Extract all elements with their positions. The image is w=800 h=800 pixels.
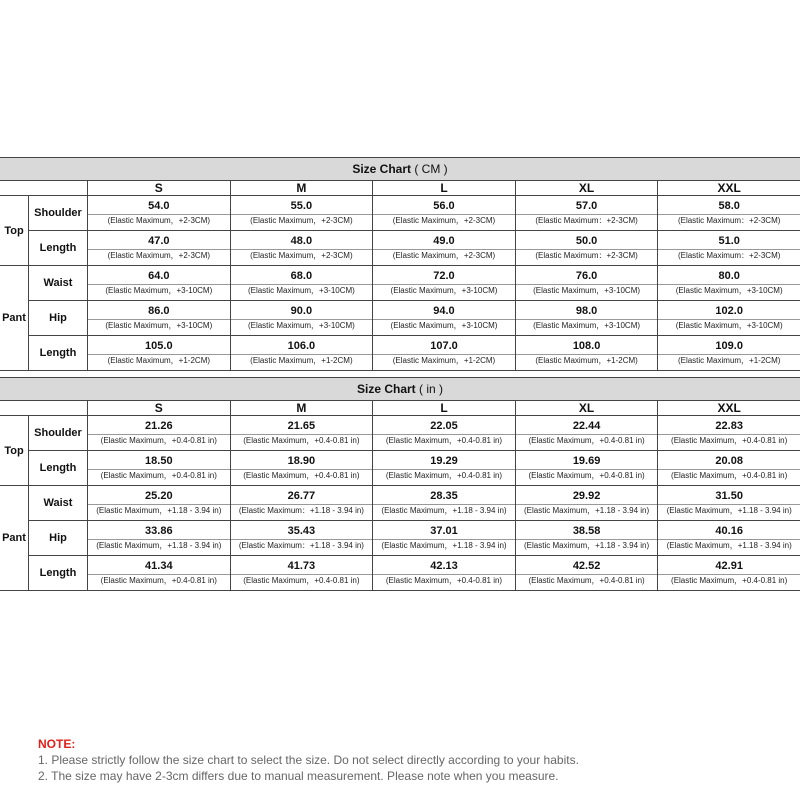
elastic-note: (Elastic Maximum，+1-2CM) [107,356,211,365]
group-label: Top [0,416,29,485]
value-cell [231,521,374,555]
elastic-note: (Elastic Maximum，+1-2CM) [392,356,496,365]
value-cell [88,486,231,520]
value-cell [373,301,516,335]
elastic-note: (Elastic Maximum，+3-10CM) [247,321,355,330]
measurement-label: Length [29,336,88,370]
group-label: Top [0,196,29,265]
elastic-note: (Elastic Maximum，+2-3CM) [250,251,353,260]
elastic-note: (Elastic Maximum，+2-3CM) [107,216,211,225]
elastic-note: (Elastic Maximum，+0.4-0.81 in) [243,436,360,445]
value-cell [231,266,374,300]
value-cell [88,231,231,265]
chart-title-text: Size Chart [352,162,411,176]
value-cell [88,336,231,370]
elastic-note: (Elastic Maximum，+0.4-0.81 in) [385,576,503,585]
elastic-note: (Elastic Maximum，+3-10CM) [533,286,641,295]
group-pant [0,266,800,370]
note-title: NOTE: [38,737,76,751]
value: 106.0 [231,339,373,355]
measurement-row [29,266,800,301]
elastic-note: (Elastic Maximum：+2-3CM) [535,251,638,260]
value: 25.20 [88,489,230,505]
elastic-note: (Elastic Maximum，+1-2CM) [535,356,638,365]
size-header-l: L [373,401,516,415]
elastic-note: (Elastic Maximum，+2-3CM) [107,251,211,260]
elastic-note: (Elastic Maximum：+1.18 - 3.94 in) [238,506,364,515]
elastic-note: (Elastic Maximum，+1.18 - 3.94 in) [381,506,507,515]
value-cell [373,416,516,450]
elastic-note: (Elastic Maximum，+2-3CM) [392,251,496,260]
value: 19.69 [516,454,658,470]
value: 68.0 [231,269,373,285]
elastic-note: (Elastic Maximum，+3-10CM) [390,286,498,295]
value: 64.0 [88,269,230,285]
value: 38.58 [516,524,658,540]
chart-unit: ( CM ) [414,162,448,176]
size-header-m: M [231,401,374,415]
value-cell [231,231,374,265]
value-cell [658,416,800,450]
value-cell [516,486,659,520]
value-cell [516,416,659,450]
size-header-m: M [231,181,374,195]
value: 102.0 [658,304,800,320]
elastic-note: (Elastic Maximum：+2-3CM) [535,216,638,225]
elastic-note: (Elastic Maximum，+1.18 - 3.94 in) [96,506,222,515]
size-header-xxl: XXL [717,401,741,415]
elastic-note: (Elastic Maximum，+3-10CM) [247,286,355,295]
elastic-note: (Elastic Maximum，+1.18 - 3.94 in) [666,541,792,550]
elastic-note: (Elastic Maximum，+2-3CM) [250,216,353,225]
value-cell [516,196,659,230]
size-header-row [0,401,800,416]
elastic-note: (Elastic Maximum，+0.4-0.81 in) [243,471,360,480]
group-pant [0,486,800,590]
elastic-note: (Elastic Maximum，+3-10CM) [533,321,641,330]
elastic-note: (Elastic Maximum：+2-3CM) [677,216,781,225]
chart-unit: ( in ) [419,382,444,396]
elastic-note: (Elastic Maximum，+1-2CM) [250,356,353,365]
value-cell [88,451,231,485]
value-cell [88,416,231,450]
value: 50.0 [516,234,658,250]
size-header-row [0,181,800,196]
value-cell [231,486,374,520]
value: 37.01 [373,524,515,540]
group-label: Pant [0,266,29,370]
elastic-note: (Elastic Maximum，+0.4-0.81 in) [100,471,217,480]
chart-title [0,158,800,181]
value: 42.13 [373,559,515,575]
measurement-label: Hip [29,301,88,335]
value-cell [373,196,516,230]
elastic-note: (Elastic Maximum，+3-10CM) [675,321,783,330]
value: 31.50 [658,489,800,505]
measurement-row [29,196,800,231]
measurement-label: Hip [29,521,88,555]
value: 109.0 [658,339,800,355]
value: 42.52 [516,559,658,575]
measurement-row [29,556,800,590]
value-cell [373,521,516,555]
measurement-label: Waist [29,486,88,520]
value: 22.44 [516,419,658,435]
elastic-note: (Elastic Maximum，+3-10CM) [105,286,213,295]
value-cell [516,231,659,265]
value-cell [516,451,659,485]
value: 107.0 [373,339,515,355]
value: 35.43 [231,524,373,540]
value-cell [231,301,374,335]
elastic-note: (Elastic Maximum，+0.4-0.81 in) [385,436,503,445]
measurement-row [29,231,800,265]
value: 57.0 [516,199,658,215]
value: 29.92 [516,489,658,505]
notes-section [38,736,579,784]
elastic-note: (Elastic Maximum，+1.18 - 3.94 in) [524,541,650,550]
value-cell [658,556,800,590]
value: 54.0 [88,199,230,215]
value: 41.34 [88,559,230,575]
value-cell [516,556,659,590]
size-header-xl: XL [516,181,659,195]
elastic-note: (Elastic Maximum，+1.18 - 3.94 in) [381,541,507,550]
size-header-xl: XL [516,401,659,415]
value: 21.26 [88,419,230,435]
value-cell [231,451,374,485]
elastic-note: (Elastic Maximum，+3-10CM) [105,321,213,330]
elastic-note: (Elastic Maximum，+0.4-0.81 in) [100,436,217,445]
value: 40.16 [658,524,800,540]
value-cell [88,266,231,300]
chart-title [0,378,800,401]
chart-title-text: Size Chart [356,382,416,396]
elastic-note: (Elastic Maximum，+3-10CM) [390,321,498,330]
group-top [0,196,800,266]
measurement-row [29,521,800,556]
size-header-l: L [373,181,516,195]
group-top [0,416,800,486]
value-cell [658,301,800,335]
value: 51.0 [658,234,800,250]
note-line-2: 2. The size may have 2-3cm differs due to manual measurement. Please note when you measure. [38,769,559,783]
value-cell [516,266,659,300]
measurement-row [29,416,800,451]
value: 47.0 [88,234,230,250]
value: 18.50 [88,454,230,470]
measurement-label: Length [29,556,88,590]
value-cell [516,521,659,555]
note-line-1: 1. Please strictly follow the size chart to select the size. Do not select directly according to your habits. [38,753,579,767]
size-header-xxl: XXL [717,181,741,195]
value: 18.90 [231,454,373,470]
value: 26.77 [231,489,373,505]
value: 105.0 [88,339,230,355]
value-cell [658,336,800,370]
value-cell [373,231,516,265]
value-cell [658,266,800,300]
measurement-row [29,486,800,521]
value: 41.73 [231,559,373,575]
elastic-note: (Elastic Maximum，+1.18 - 3.94 in) [524,506,650,515]
value: 21.65 [231,419,373,435]
value-cell [231,416,374,450]
elastic-note: (Elastic Maximum，+1.18 - 3.94 in) [96,541,222,550]
elastic-note: (Elastic Maximum，+0.4-0.81 in) [385,471,503,480]
value: 98.0 [516,304,658,320]
elastic-note: (Elastic Maximum，+0.4-0.81 in) [528,471,645,480]
value: 22.05 [373,419,515,435]
elastic-note: (Elastic Maximum，+0.4-0.81 in) [671,471,788,480]
value: 55.0 [231,199,373,215]
value-cell [231,556,374,590]
header-blank [0,401,88,415]
elastic-note: (Elastic Maximum，+0.4-0.81 in) [243,576,360,585]
measurement-row [29,336,800,370]
value: 33.86 [88,524,230,540]
value-cell [373,336,516,370]
measurement-label: Shoulder [29,416,88,450]
elastic-note: (Elastic Maximum：+2-3CM) [677,251,781,260]
value-cell [658,521,800,555]
elastic-note: (Elastic Maximum，+0.4-0.81 in) [100,576,217,585]
value: 49.0 [373,234,515,250]
elastic-note: (Elastic Maximum，+2-3CM) [392,216,496,225]
value: 19.29 [373,454,515,470]
value: 42.91 [658,559,800,575]
elastic-note: (Elastic Maximum，+0.4-0.81 in) [671,576,788,585]
size-header-s: S [88,181,231,195]
measurement-label: Length [29,231,88,265]
value-cell [658,231,800,265]
elastic-note: (Elastic Maximum，+1.18 - 3.94 in) [666,506,792,515]
value: 48.0 [231,234,373,250]
value-cell [373,451,516,485]
elastic-note: (Elastic Maximum，+0.4-0.81 in) [528,436,645,445]
measurement-label: Shoulder [29,196,88,230]
value-cell [658,196,800,230]
measurement-row [29,301,800,336]
value: 28.35 [373,489,515,505]
size-header-s: S [88,401,231,415]
elastic-note: (Elastic Maximum，+0.4-0.81 in) [671,436,788,445]
value-cell [231,336,374,370]
value-cell [88,196,231,230]
value-cell [88,556,231,590]
value: 90.0 [231,304,373,320]
value-cell [373,556,516,590]
elastic-note: (Elastic Maximum，+1-2CM) [677,356,781,365]
measurement-label: Length [29,451,88,485]
group-label: Pant [0,486,29,590]
value-cell [658,451,800,485]
elastic-note: (Elastic Maximum：+1.18 - 3.94 in) [238,541,364,550]
value-cell [373,486,516,520]
value: 72.0 [373,269,515,285]
elastic-note: (Elastic Maximum，+3-10CM) [675,286,783,295]
value-cell [516,301,659,335]
value-cell [88,301,231,335]
value: 86.0 [88,304,230,320]
value: 58.0 [658,199,800,215]
measurement-label: Waist [29,266,88,300]
value-cell [516,336,659,370]
value: 94.0 [373,304,515,320]
value: 22.83 [658,419,800,435]
value: 80.0 [658,269,800,285]
measurement-row [29,451,800,485]
value: 108.0 [516,339,658,355]
value-cell [88,521,231,555]
header-blank [0,181,88,195]
value-cell [231,196,374,230]
value-cell [373,266,516,300]
size-chart-cm [0,157,800,371]
elastic-note: (Elastic Maximum，+0.4-0.81 in) [528,576,645,585]
value: 76.0 [516,269,658,285]
size-chart-in [0,377,800,591]
value: 20.08 [658,454,800,470]
value-cell [658,486,800,520]
value: 56.0 [373,199,515,215]
